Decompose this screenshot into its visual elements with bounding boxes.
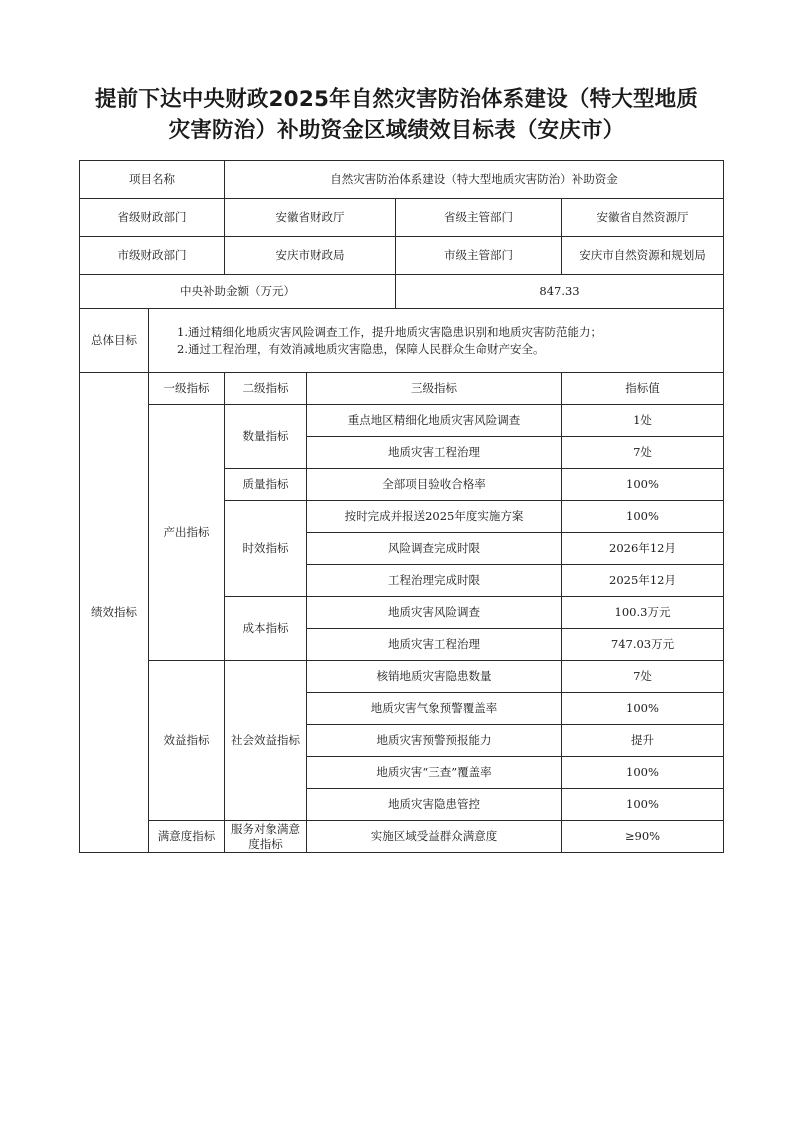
goal-content bbox=[149, 309, 724, 373]
header-value: 指标值 bbox=[562, 373, 724, 405]
indicator-name: 地质灾害气象预警覆盖率 bbox=[307, 693, 562, 725]
header-level1: 一级指标 bbox=[149, 373, 225, 405]
indicator-name: 实施区域受益群众满意度 bbox=[307, 821, 562, 853]
indicator-value: 100% bbox=[562, 757, 724, 789]
quantity-label: 数量指标 bbox=[225, 405, 307, 469]
header-level3: 三级指标 bbox=[307, 373, 562, 405]
quality-label: 质量指标 bbox=[225, 469, 307, 501]
performance-target-table bbox=[79, 160, 724, 853]
output-label: 产出指标 bbox=[149, 405, 225, 661]
indicator-name: 全部项目验收合格率 bbox=[307, 469, 562, 501]
table-row bbox=[80, 821, 724, 853]
goal-line-1: 1.通过精细化地质灾害风险调查工作，提升地质灾害隐患识别和地质灾害防范能力； bbox=[177, 324, 602, 339]
provincial-row bbox=[80, 199, 724, 237]
timeliness-label: 时效指标 bbox=[225, 501, 307, 597]
indicator-value: 100% bbox=[562, 469, 724, 501]
service-label-line-1: 服务对象满意 bbox=[231, 821, 300, 836]
prov-finance-label: 省级财政部门 bbox=[80, 199, 225, 237]
indicator-value: 2025年12月 bbox=[562, 565, 724, 597]
indicator-value: 100.3万元 bbox=[562, 597, 724, 629]
amount-label: 中央补助金额（万元） bbox=[80, 275, 396, 309]
title-line-2: 灾害防治）补助资金区域绩效目标表（安庆市） bbox=[168, 118, 625, 143]
goal-label: 总体目标 bbox=[80, 309, 149, 373]
perf-label: 绩效指标 bbox=[80, 373, 149, 853]
indicator-name: 地质灾害工程治理 bbox=[307, 629, 562, 661]
indicator-value: ≥90% bbox=[562, 821, 724, 853]
satisfaction-label: 满意度指标 bbox=[149, 821, 225, 853]
amount-row bbox=[80, 275, 724, 309]
city-finance-value: 安庆市财政局 bbox=[225, 237, 396, 275]
indicator-value: 7处 bbox=[562, 437, 724, 469]
goal-line-2: 2.通过工程治理，有效消减地质灾害隐患，保障人民群众生命财产安全。 bbox=[177, 341, 545, 356]
indicator-value: 100% bbox=[562, 501, 724, 533]
indicator-name: 地质灾害工程治理 bbox=[307, 437, 562, 469]
document-title bbox=[40, 84, 753, 146]
project-value: 自然灾害防治体系建设（特大型地质灾害防治）补助资金 bbox=[225, 161, 724, 199]
indicator-value: 100% bbox=[562, 693, 724, 725]
indicator-name: 核销地质灾害隐患数量 bbox=[307, 661, 562, 693]
city-dept-value: 安庆市自然资源和规划局 bbox=[562, 237, 724, 275]
social-label: 社会效益指标 bbox=[225, 661, 307, 821]
indicator-name: 地质灾害“三查”覆盖率 bbox=[307, 757, 562, 789]
indicator-name: 工程治理完成时限 bbox=[307, 565, 562, 597]
prov-dept-label: 省级主管部门 bbox=[396, 199, 562, 237]
indicator-name: 地质灾害风险调查 bbox=[307, 597, 562, 629]
service-label-line-2: 度指标 bbox=[248, 836, 283, 851]
indicator-value: 7处 bbox=[562, 661, 724, 693]
indicator-name: 地质灾害隐患管控 bbox=[307, 789, 562, 821]
indicator-value: 提升 bbox=[562, 725, 724, 757]
cost-label: 成本指标 bbox=[225, 597, 307, 661]
indicator-value: 100% bbox=[562, 789, 724, 821]
table-row bbox=[80, 405, 724, 437]
indicator-value: 1处 bbox=[562, 405, 724, 437]
goal-row bbox=[80, 309, 724, 373]
indicator-header-row bbox=[80, 373, 724, 405]
indicator-value: 2026年12月 bbox=[562, 533, 724, 565]
indicator-name: 地质灾害预警预报能力 bbox=[307, 725, 562, 757]
indicator-name: 按时完成并报送2025年度实施方案 bbox=[307, 501, 562, 533]
prov-dept-value: 安徽省自然资源厅 bbox=[562, 199, 724, 237]
amount-value: 847.33 bbox=[396, 275, 724, 309]
benefit-label: 效益指标 bbox=[149, 661, 225, 821]
city-finance-label: 市级财政部门 bbox=[80, 237, 225, 275]
prov-finance-value: 安徽省财政厅 bbox=[225, 199, 396, 237]
table-row bbox=[80, 661, 724, 693]
city-row bbox=[80, 237, 724, 275]
project-label: 项目名称 bbox=[80, 161, 225, 199]
indicator-value: 747.03万元 bbox=[562, 629, 724, 661]
service-label bbox=[225, 821, 307, 853]
project-row bbox=[80, 161, 724, 199]
header-level2: 二级指标 bbox=[225, 373, 307, 405]
title-line-1: 提前下达中央财政2025年自然灾害防治体系建设（特大型地质 bbox=[94, 87, 699, 112]
city-dept-label: 市级主管部门 bbox=[396, 237, 562, 275]
indicator-name: 风险调查完成时限 bbox=[307, 533, 562, 565]
indicator-name: 重点地区精细化地质灾害风险调查 bbox=[307, 405, 562, 437]
